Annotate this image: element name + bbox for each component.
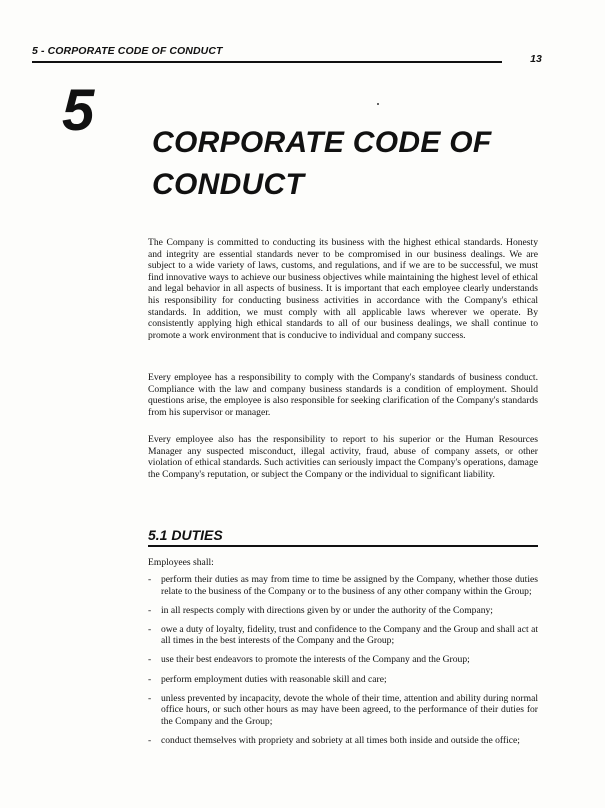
list-item-text: conduct themselves with propriety and sobriety at all times both inside and outside the office; [161,734,520,746]
section-heading: 5.1 DUTIES [148,527,223,543]
paragraph-responsibility: Every employee has a responsibility to comply with the Company's standards of business conduct. Compliance with the law and company business standards is a condition of employment. Should questions arise, the employee is also responsible for seeking clarification of the Company's standards from his supervisor or manager. [148,372,538,418]
list-item-text: in all respects comply with directions given by or under the authority of the Company; [161,604,493,616]
list-item [148,654,538,666]
bullet-dash: - [148,734,152,746]
header-rule [32,61,502,63]
list-item [148,693,538,728]
duties-list [148,574,538,754]
list-item-text: use their best endeavors to promote the interests of the Company and the Group; [161,654,470,666]
list-item [148,735,538,747]
scan-speck [377,103,379,105]
list-item [148,624,538,647]
running-header [32,45,542,65]
section-rule [148,545,538,547]
list-item [148,674,538,686]
list-item-text: perform employment duties with reasonable skill and care; [161,673,387,685]
list-item-text: owe a duty of loyalty, fidelity, trust and confidence to the Company and the Group and shall act at all times in the best interests of the Company and the Group; [161,623,538,647]
paragraph-reporting: Every employee also has the responsibility to report to his superior or the Human Resources Manager any suspected misconduct, illegal activity, fraud, abuse of company assets, or other violation of ethical standards. Such activities can seriously impact the Company's operations, damage the Company's reputation, or subject the Company or the individual to significant liability. [148,434,538,480]
page-number: 13 [530,53,542,65]
running-title: 5 - CORPORATE CODE OF CONDUCT [32,45,223,57]
bullet-dash: - [148,574,152,585]
chapter-title: CORPORATE CODE OF CONDUCT [152,126,492,201]
list-item-text: unless prevented by incapacity, devote the whole of their time, attention and ability during normal office hours, or such other hours as may have been agreed, to the performance of their duties for the Company and the Group; [161,692,538,727]
duties-lead: Employees shall: [148,557,214,568]
bullet-dash: - [148,623,152,635]
paragraph-commitment: The Company is committed to conducting its business with the highest ethical standards. Honesty and integrity are essential standards never to be compromised in our business dealings. We are subject to a wide variety of laws, customs, and regulations, and if we are to be successful, we must find innovative ways to achieve our business objectives while maintaining the highest level of ethical and legal behavior in all aspects of business. It is important that each employee clearly understands his responsibility for conducting business activities in accordance with the Company's ethical standards. In addition, we must comply with all applicable laws wherever we operate. By consistently applying high ethical standards to all of our business dealings, we shall continue to promote a work environment that is conducive to individual and company success. [148,237,538,341]
bullet-dash: - [148,604,152,616]
chapter-number: 5 [62,78,95,143]
list-item-text: perform their duties as may from time to time be assigned by the Company, whether those duties relate to the business of the Company or to the business of any other company within the Group; [161,574,538,597]
list-item [148,574,538,597]
bullet-dash: - [148,692,152,704]
list-item [148,605,538,617]
bullet-dash: - [148,654,152,666]
bullet-dash: - [148,673,152,685]
